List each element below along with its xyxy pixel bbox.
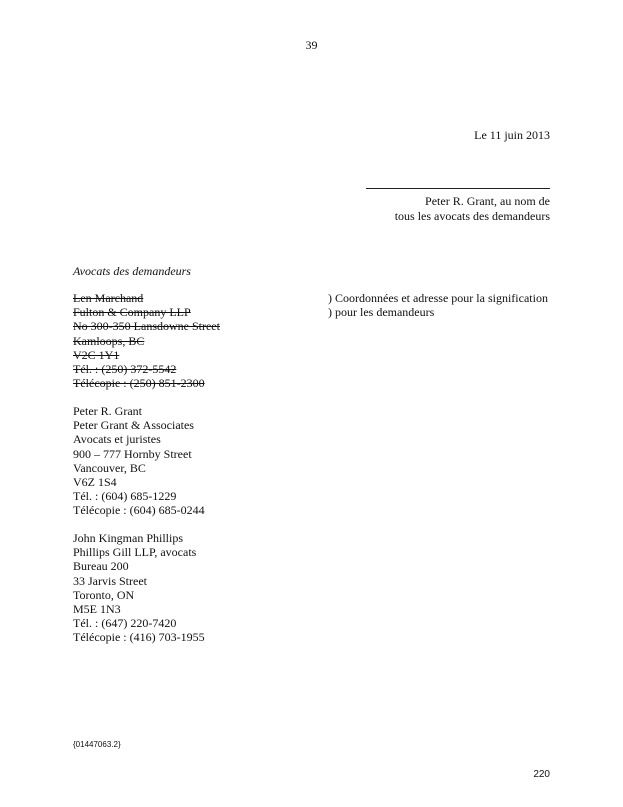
address-line: John Kingman Phillips (73, 531, 184, 545)
page-number: 39 (305, 38, 318, 52)
document-reference: {01447063.2} (73, 740, 121, 749)
service-note-line: ) pour les demandeurs (328, 305, 435, 320)
signature-block (395, 194, 550, 224)
address-line: V2C 1Y1 (73, 347, 120, 362)
address-line: Peter R. Grant (73, 404, 142, 418)
address-line: Tél. : (647) 220-7420 (73, 616, 177, 631)
address-line: Len Marchand (73, 291, 144, 305)
address-line: Tél. : (604) 685-1229 (73, 489, 177, 504)
address-line: Phillips Gill LLP, avocats (73, 545, 197, 560)
address-line: Télécopie : (604) 685-0244 (73, 503, 205, 518)
grant-address-block (73, 404, 205, 518)
signatory-capacity: tous les avocats des demandeurs (394, 209, 550, 223)
record-page-number: 220 (533, 769, 550, 780)
address-line: Bureau 200 (73, 559, 129, 574)
service-note (328, 291, 548, 319)
address-line: M5E 1N3 (73, 602, 121, 617)
address-line: 33 Jarvis Street (73, 573, 147, 588)
signature-date: Le 11 juin 2013 (474, 128, 550, 142)
signature-line (366, 188, 550, 189)
address-line: Kamloops, BC (73, 333, 145, 348)
struck-address-block (73, 291, 220, 390)
address-line: Vancouver, BC (73, 460, 146, 475)
address-line: Fulton & Company LLP (73, 305, 191, 320)
address-line: Toronto, ON (73, 587, 135, 602)
address-line: No 300-350 Lansdowne Street (73, 319, 220, 334)
counsel-heading: Avocats des demandeurs (73, 264, 191, 278)
signatory-name: Peter R. Grant, au nom de (425, 194, 550, 208)
address-line: V6Z 1S4 (73, 475, 117, 490)
address-line: Télécopie : (250) 851-2300 (73, 376, 205, 391)
address-line: Avocats et juristes (73, 432, 161, 447)
address-line: 900 – 777 Hornby Street (73, 446, 192, 461)
address-line: Peter Grant & Associates (73, 418, 194, 433)
address-line: Tél. : (250) 372-5542 (73, 362, 177, 377)
phillips-address-block (73, 531, 205, 645)
service-note-line: ) Coordonnées et adresse pour la signification (328, 291, 548, 305)
address-line: Télécopie : (416) 703-1955 (73, 630, 205, 645)
